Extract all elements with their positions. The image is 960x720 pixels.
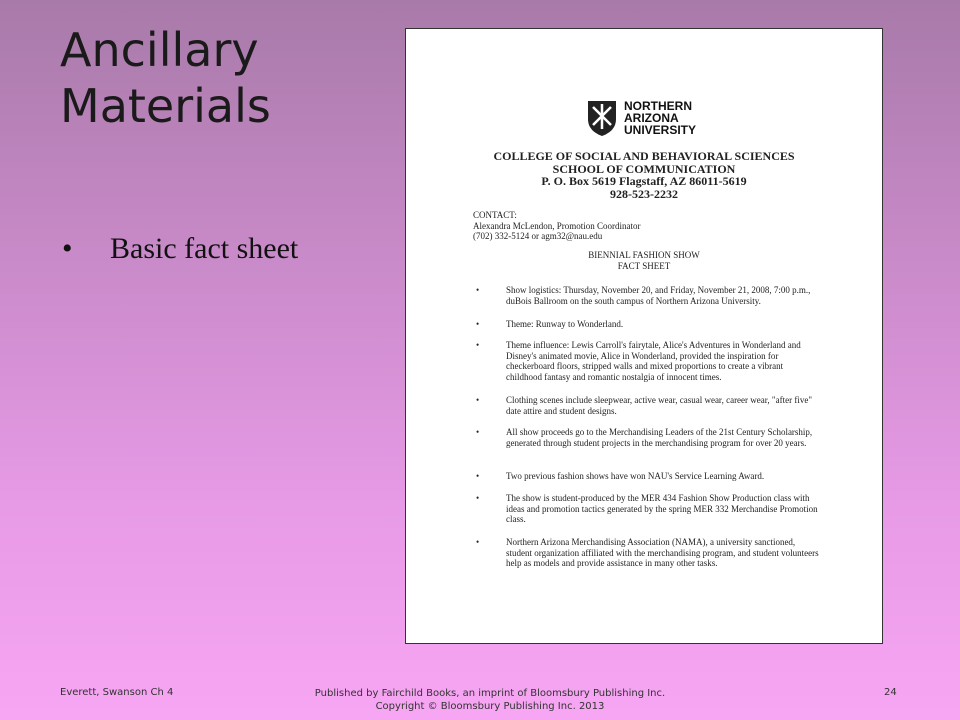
bullet-symbol: •	[476, 340, 480, 350]
bullet-symbol: •	[476, 471, 480, 481]
fact-item	[476, 395, 821, 416]
fact-item-text: The show is student-produced by the MER 434 Fashion Show Production class with ideas and promotion tactics generated by the spring MER 332 Merchandise Promotion class.	[506, 493, 818, 524]
slide-title-line-1: Ancillary	[60, 23, 259, 77]
bullet-text: Basic fact sheet	[110, 232, 299, 265]
fact-item-text: Northern Arizona Merchandising Association (NAMA), a university sanctioned, student organization affiliated with the merchandising program, and student volunteers help as models and provide assistance in many other tasks.	[506, 537, 819, 568]
logo-line-3: UNIVERSITY	[624, 123, 697, 137]
contact-phone-email: (702) 332-5124 or agm32@nau.edu	[473, 231, 603, 241]
bullet-symbol: •	[476, 537, 480, 547]
header-line-1: COLLEGE OF SOCIAL AND BEHAVIORAL SCIENCES	[493, 149, 795, 163]
fact-item	[476, 285, 821, 306]
fact-sheet-title-2: FACT SHEET	[617, 260, 671, 271]
fact-item-text: Theme influence: Lewis Carroll's fairytale, Alice's Adventures in Wonderland and Disney's animated movie, Alice in Wonderland, provided the inspiration for checkerboard floors, stripped walls and mixed proportions to create a vibrant childhood fantasy and romantic nostalgia of innocent times.	[506, 340, 801, 382]
footer-copyright-line: Copyright © Bloomsbury Publishing Inc. 2013	[375, 701, 605, 712]
header-line-3: P. O. Box 5619 Flagstaff, AZ 86011-5619	[541, 174, 747, 188]
shield-logo-icon	[586, 99, 618, 137]
bullet-symbol: •	[476, 427, 480, 437]
footer-copyright	[260, 687, 720, 713]
fact-item	[476, 471, 821, 482]
slide-title	[60, 22, 390, 134]
university-logo	[586, 99, 696, 137]
fact-item	[476, 340, 821, 382]
slide-number: 24	[884, 687, 897, 698]
contact-label: CONTACT:	[473, 210, 517, 220]
footer-publisher: Published by Fairchild Books, an imprint of Bloomsbury Publishing Inc.	[314, 688, 666, 699]
header-line-2: SCHOOL OF COMMUNICATION	[552, 161, 736, 176]
fact-item-text: Theme: Runway to Wonderland.	[506, 319, 624, 329]
bullet-item	[62, 232, 298, 266]
logo-wordmark	[624, 100, 696, 136]
slide-title-line-2: Materials	[60, 79, 271, 133]
fact-item	[476, 537, 821, 569]
fact-item-text: Show logistics: Thursday, November 20, and Friday, November 21, 2008, 7:00 p.m., duBois Ballroom on the south campus of Northern Arizona University.	[506, 285, 811, 306]
bullet-symbol: •	[62, 232, 73, 265]
bullet-symbol: •	[476, 319, 480, 329]
contact-name: Alexandra McLendon, Promotion Coordinator	[473, 220, 641, 231]
bullet-symbol: •	[476, 493, 480, 503]
bullet-symbol: •	[476, 285, 480, 295]
fact-sheet-document	[405, 28, 883, 644]
fact-sheet-heading	[406, 250, 882, 271]
fact-sheet-title-1: BIENNIAL FASHION SHOW	[588, 250, 700, 260]
bullet-symbol: •	[476, 395, 480, 405]
footer-author: Everett, Swanson Ch 4	[60, 687, 174, 698]
fact-item	[476, 493, 821, 525]
fact-item-text: Clothing scenes include sleepwear, active wear, casual wear, career wear, "after five" date attire and student designs.	[506, 395, 812, 416]
contact-block	[473, 210, 640, 242]
department-header	[406, 150, 882, 200]
header-line-4: 928-523-2232	[610, 186, 678, 201]
logo-line-2: ARIZONA	[624, 111, 679, 125]
fact-item-text: All show proceeds go to the Merchandising Leaders of the 21st Century Scholarship, generated through student projects in the merchandising program for over 20 years.	[506, 427, 813, 448]
fact-item-text: Two previous fashion shows have won NAU's Service Learning Award.	[506, 471, 765, 481]
logo-line-1: NORTHERN	[624, 99, 692, 113]
fact-item	[476, 319, 821, 330]
fact-item	[476, 427, 821, 448]
